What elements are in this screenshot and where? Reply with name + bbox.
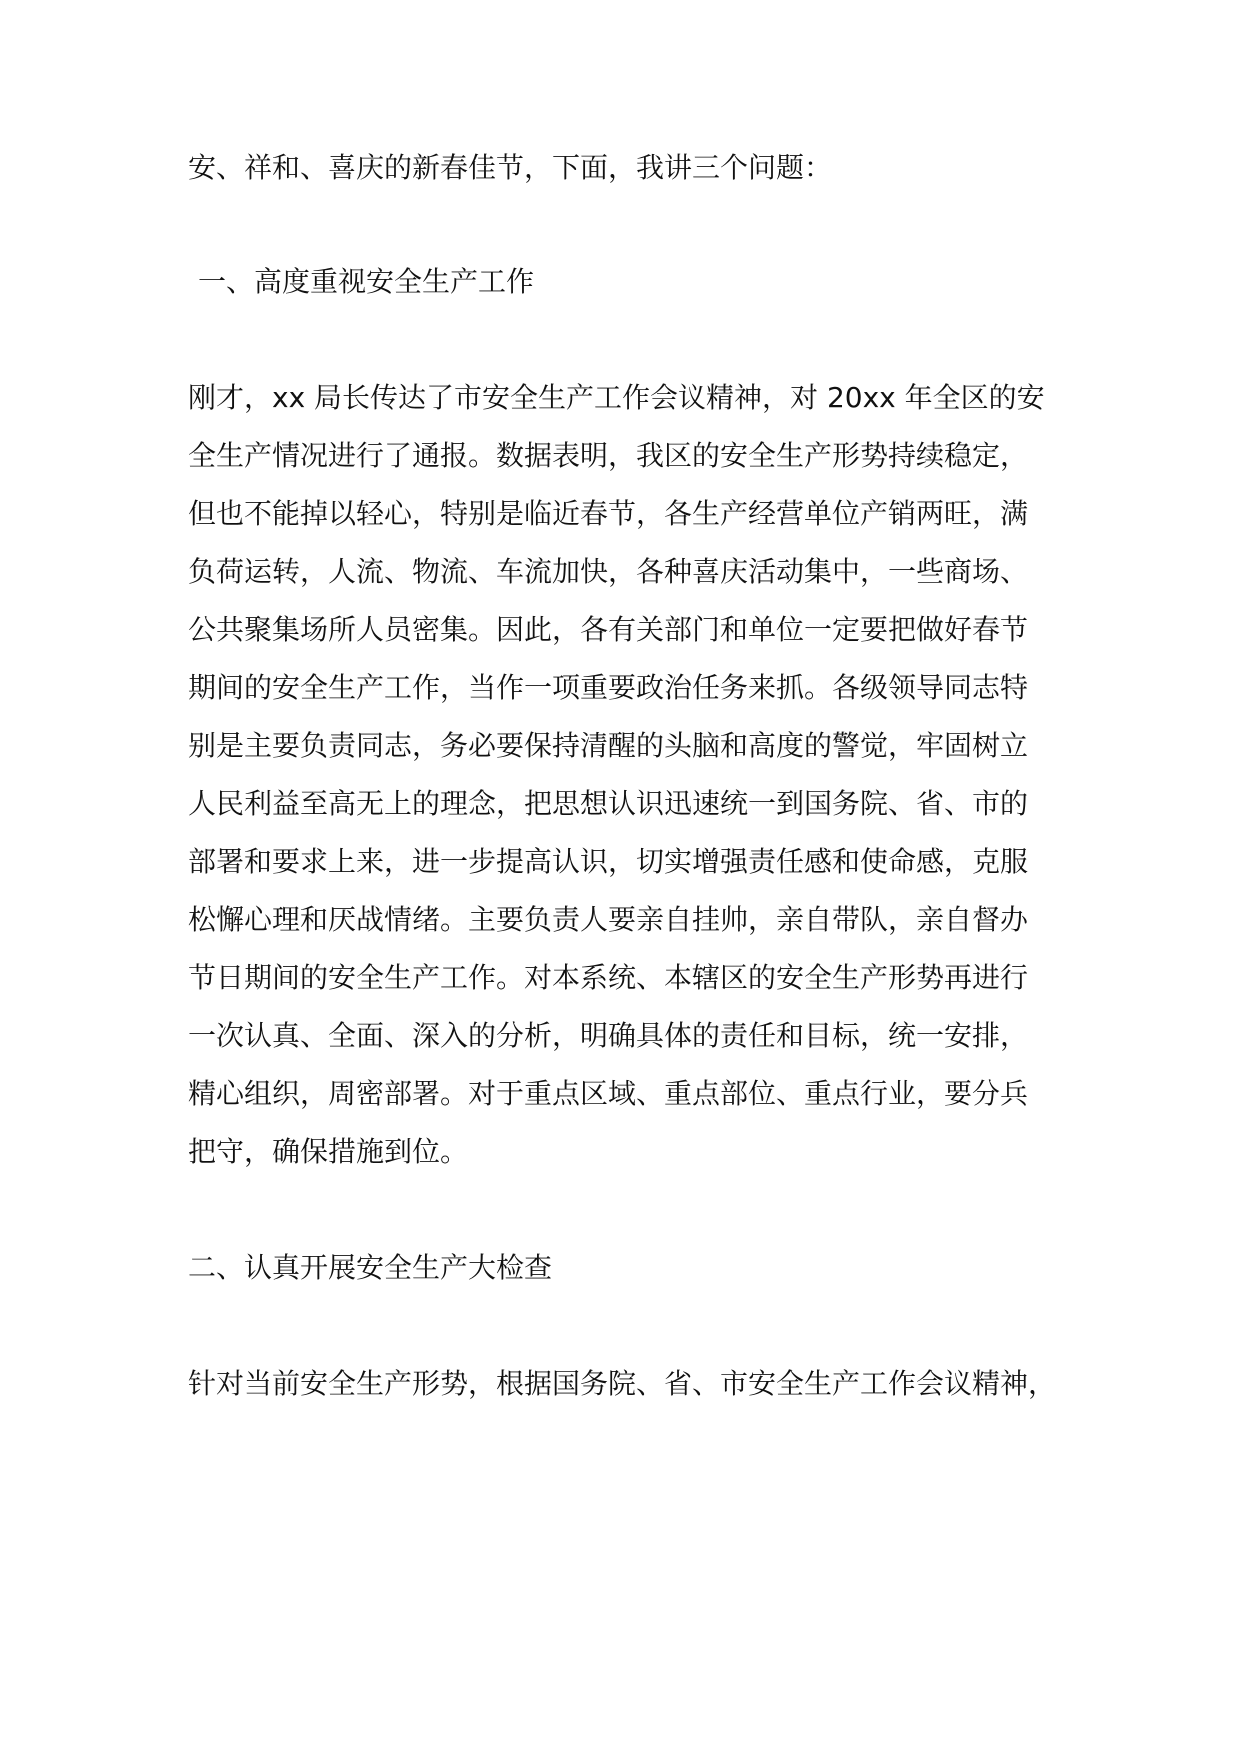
section1-heading: 一、高度重视安全生产工作: [198, 265, 535, 298]
section1-line-3: 但也不能掉以轻心，特别是临近春节，各生产经营单位产销两旺，满: [188, 497, 1029, 530]
section1-line-5: 公共聚集场所人员密集。因此，各有关部门和单位一定要把做好春节: [188, 613, 1029, 646]
section1-line-8: 人民利益至高无上的理念，把思想认识迅速统一到国务院、省、市的: [188, 787, 1029, 820]
section1-line-14: 把守，确保措施到位。: [188, 1135, 469, 1168]
section1-line-10: 松懈心理和厌战情绪。主要负责人要亲自挂帅，亲自带队，亲自督办: [188, 903, 1029, 936]
section1-line-6: 期间的安全生产工作，当作一项重要政治任务来抓。各级领导同志特: [188, 671, 1029, 704]
section1-line-4: 负荷运转，人流、物流、车流加快，各种喜庆活动集中，一些商场、: [188, 555, 1029, 588]
section1-line-2: 全生产情况进行了通报。数据表明，我区的安全生产形势持续稳定，: [188, 439, 1029, 472]
opening-line: 安、祥和、喜庆的新春佳节，下面，我讲三个问题：: [188, 151, 833, 184]
section1-line-11: 节日期间的安全生产工作。对本系统、本辖区的安全生产形势再进行: [188, 961, 1029, 994]
section2-line-1: 针对当前安全生产形势，根据国务院、省、市安全生产工作会议精神，: [188, 1367, 1057, 1400]
section1-line-13: 精心组织，周密部署。对于重点区域、重点部位、重点行业，要分兵: [188, 1077, 1029, 1110]
section1-line-1: 刚才，xx 局长传达了市安全生产工作会议精神，对 20xx 年全区的安: [188, 381, 1045, 414]
section1-line-9: 部署和要求上来，进一步提高认识，切实增强责任感和使命感，克服: [188, 845, 1029, 878]
section1-line-7: 别是主要负责同志，务必要保持清醒的头脑和高度的警觉，牢固树立: [188, 729, 1029, 762]
section2-heading: 二、认真开展安全生产大检查: [188, 1251, 553, 1284]
section1-line-12: 一次认真、全面、深入的分析，明确具体的责任和目标，统一安排，: [188, 1019, 1029, 1052]
